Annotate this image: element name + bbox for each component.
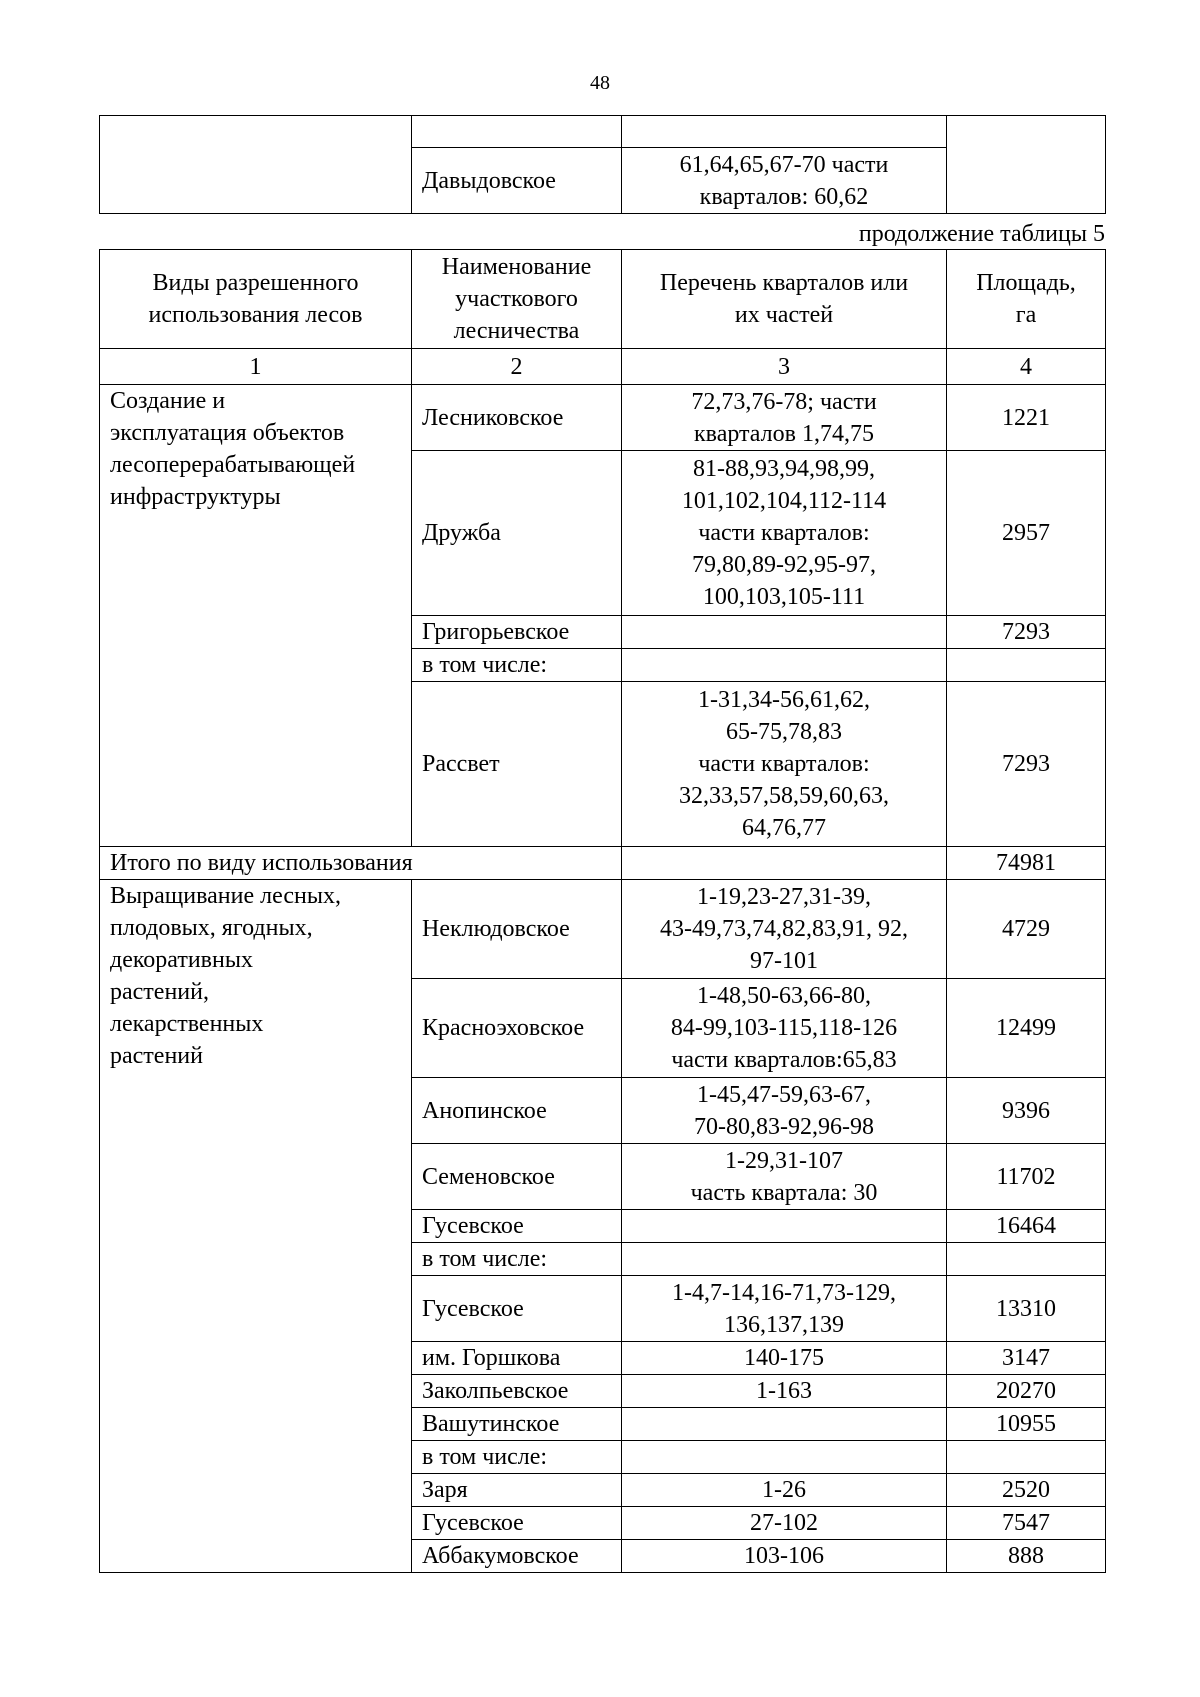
forestry-cell: Вашутинское [412,1408,622,1441]
forestry-cell: Неклюдовское [412,880,622,979]
column-number: 4 [947,349,1106,385]
quarters-cell [622,847,947,880]
total-row [100,847,1106,880]
quarters-cell: 81-88,93,94,98,99, 101,102,104,112-114 части кварталов: 79,80,89-92,95-97, 100,103,105-111 [622,451,947,616]
forestry-cell: в том числе: [412,649,622,682]
area-cell: 12499 [947,979,1106,1078]
forestry-cell: Гусевское [412,1276,622,1342]
forestry-cell: в том числе: [412,1441,622,1474]
header-use: Виды разрешенного использования лесов [100,250,412,349]
forestry-cell: им. Горшкова [412,1342,622,1375]
area-cell: 2520 [947,1474,1106,1507]
area-cell: 16464 [947,1210,1106,1243]
use-type-cell: Выращивание лесных, плодовых, ягодных, декоративных растений, лекарственных растений [100,880,412,1573]
table-cell [947,116,1106,214]
table-cell [412,116,622,148]
quarters-cell: 1-31,34-56,61,62, 65-75,78,83 части кварталов: 32,33,57,58,59,60,63, 64,76,77 [622,682,947,847]
forestry-cell: Заря [412,1474,622,1507]
area-cell: 13310 [947,1276,1106,1342]
area-cell [947,1243,1106,1276]
quarters-cell: 103-106 [622,1540,947,1573]
quarters-cell [622,1408,947,1441]
page-number: 48 [590,72,610,94]
forestry-cell: Анопинское [412,1078,622,1144]
continuation-label: продолжение таблицы 5 [858,221,1105,247]
header-quarters: Перечень кварталов или их частей [622,250,947,349]
area-cell: 2957 [947,451,1106,616]
forestry-cell: Дружба [412,451,622,616]
quarters-cell: 1-163 [622,1375,947,1408]
forestry-cell: Красноэховское [412,979,622,1078]
area-cell [947,649,1106,682]
header-forestry: Наименование участкового лесничества [412,250,622,349]
forestry-cell: Гусевское [412,1507,622,1540]
quarters-cell: 1-48,50-63,66-80, 84-99,103-115,118-126 части кварталов:65,83 [622,979,947,1078]
quarters-cell [622,1210,947,1243]
area-cell: 7293 [947,682,1106,847]
forestry-cell: Давыдовское [412,148,622,214]
forestry-cell: Гусевское [412,1210,622,1243]
column-number: 1 [100,349,412,385]
area-cell: 7547 [947,1507,1106,1540]
forestry-cell: Григорьевское [412,616,622,649]
quarters-cell: 1-45,47-59,63-67, 70-80,83-92,96-98 [622,1078,947,1144]
forestry-cell: Лесниковское [412,385,622,451]
quarters-cell [622,649,947,682]
column-number: 3 [622,349,947,385]
forestry-cell: Заколпьевское [412,1375,622,1408]
quarters-cell [622,1441,947,1474]
header-area: Площадь, га [947,250,1106,349]
header-row [100,250,1106,349]
quarters-cell: 1-4,7-14,16-71,73-129, 136,137,139 [622,1276,947,1342]
quarters-cell: 72,73,76-78; части кварталов 1,74,75 [622,385,947,451]
forestry-cell: в том числе: [412,1243,622,1276]
total-area: 74981 [947,847,1106,880]
table-row [100,880,1106,979]
use-type-cell: Создание и эксплуатация объектов лесоперерабатывающей инфраструктуры [100,385,412,847]
table-row [100,116,1106,148]
table-cell [100,116,412,214]
area-cell: 3147 [947,1342,1106,1375]
forestry-cell: Семеновское [412,1144,622,1210]
table-fragment-top [99,115,1106,214]
forestry-cell: Рассвет [412,682,622,847]
area-cell: 4729 [947,880,1106,979]
area-cell: 20270 [947,1375,1106,1408]
area-cell [947,1441,1106,1474]
quarters-cell: 1-26 [622,1474,947,1507]
quarters-cell [622,616,947,649]
quarters-cell: 27-102 [622,1507,947,1540]
total-label: Итого по виду использования [100,847,622,880]
area-cell: 11702 [947,1144,1106,1210]
quarters-cell [622,1243,947,1276]
area-cell: 888 [947,1540,1106,1573]
quarters-cell: 140-175 [622,1342,947,1375]
table-row [100,385,1106,451]
quarters-cell: 61,64,65,67-70 части кварталов: 60,62 [622,148,947,214]
main-table [99,249,1106,1573]
area-cell: 9396 [947,1078,1106,1144]
area-cell: 10955 [947,1408,1106,1441]
column-number: 2 [412,349,622,385]
area-cell: 7293 [947,616,1106,649]
area-cell: 1221 [947,385,1106,451]
quarters-cell: 1-29,31-107 часть квартала: 30 [622,1144,947,1210]
quarters-cell: 1-19,23-27,31-39, 43-49,73,74,82,83,91, 92, 97-101 [622,880,947,979]
forestry-cell: Аббакумовское [412,1540,622,1573]
column-number-row [100,349,1106,385]
table-cell [622,116,947,148]
